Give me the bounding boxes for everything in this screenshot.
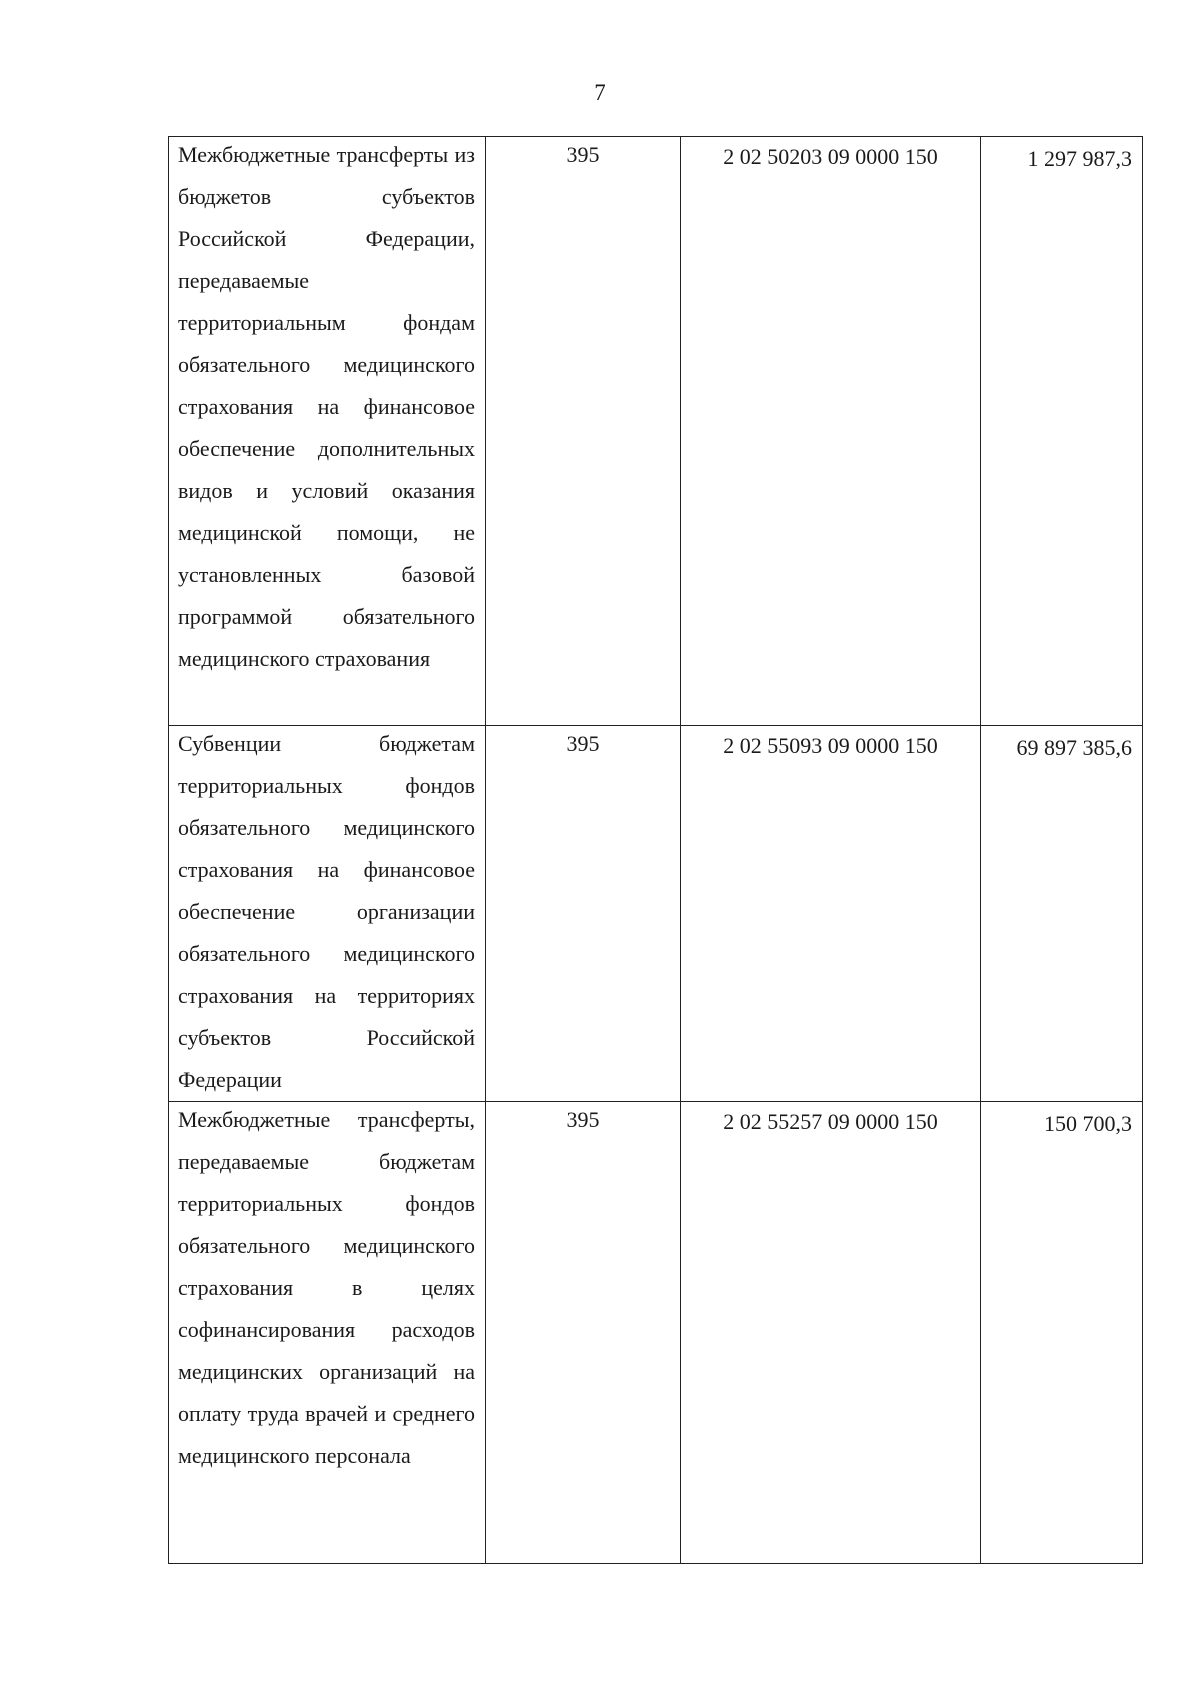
row-admin-code: 395 [566,1107,600,1132]
kbk-code-cell [681,137,981,726]
row-kbk-code: 2 02 50203 09 0000 150 [723,144,938,169]
page-number: 7 [594,80,606,105]
amount-cell [981,1102,1143,1564]
table-row [169,137,1143,726]
row-admin-code: 395 [566,731,600,756]
table-row [169,726,1143,1102]
description-cell [169,726,486,1102]
row-amount: 150 700,3 [1044,1111,1132,1136]
row-description: Субвенции бюджетам территориальных фондов обязательного медицинского страхования на финансовое обеспечение организации обязательного медицинского страхования на территориях субъектов Российской Федерации [178,731,475,1092]
amount-cell [981,137,1143,726]
row-description: Межбюджетные трансферты, передаваемые бюджетам территориальных фондов обязательного медицинского страхования в целях софинансирования расходов медицинских организаций на оплату труда врачей и среднего медицинского персонала [178,1107,475,1468]
row-amount: 1 297 987,3 [1027,146,1132,171]
admin-code-cell [486,137,681,726]
description-cell [169,1102,486,1564]
budget-revenue-table [168,136,1143,1564]
amount-cell [981,726,1143,1102]
row-admin-code: 395 [566,142,600,167]
admin-code-cell [486,1102,681,1564]
admin-code-cell [486,726,681,1102]
row-amount: 69 897 385,6 [1016,735,1132,760]
kbk-code-cell [681,726,981,1102]
description-cell [169,137,486,726]
row-description: Межбюджетные трансферты из бюджетов субъектов Российской Федерации, передаваемые территориальным фондам обязательного медицинского страхования на финансовое обеспечение дополнительных видов и условий оказания медицинской помощи, не установленных базовой программой обязательного медицинского страхования [178,142,475,671]
row-kbk-code: 2 02 55257 09 0000 150 [723,1109,938,1134]
kbk-code-cell [681,1102,981,1564]
row-kbk-code: 2 02 55093 09 0000 150 [723,733,938,758]
table-row [169,1102,1143,1564]
